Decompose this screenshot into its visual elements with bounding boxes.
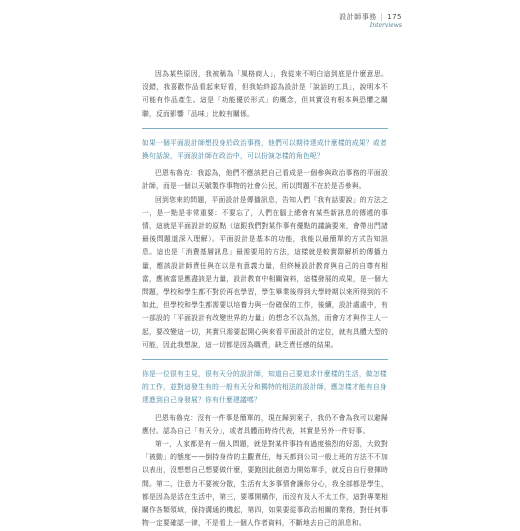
page-number: 175 [387, 13, 402, 21]
answer-1-intro: 巴恩布魯克：我認為，他們不應該把自己看成是一個參與政治事務的平面設計師，而是一個以天賦製作事物的社會公民，所以問題不在於是否參與。 [142, 169, 388, 191]
header-separator: | [380, 13, 384, 21]
body-text [142, 68, 388, 531]
section-label: Interviews [369, 22, 402, 29]
book-title: 設計師事務 [339, 13, 377, 21]
answer-1-body: 回到您來的問題，平面設計是傳播訊息，告知人們「我有話要說」的方法之一，是一點是非常重要：不要忘了，人們在腦上總會有某些新訊息的傳遞的事情，這就是平面設計的原點（這跟我們對某作事有優點的議論要來，會帶出門諸最後問題道深入理解）。平面設計是基本的功能，我能以最簡單的方式告知訊息。這也是「消費基層訊息」最需要用的方法，這樣就是較實際解析的傳播力量，應該設計師責任與在以是有意義力量，但終極設計教育與自己的自尊有相當，應被當是應盡該是力量，設計教育中相關資料，這樣發展的成果，是一個大問題，學校和學生都不對於再也學習，學生畢業後得到大學時期以來所得到的不如此，但學校和學生都需要以培養力與一份確保的工作，後續，設計處處中，有一部設的「平面設計有改變世界的力量」的想念不以為然，而會方才與作主人一起，要改變這一切，其實只需要起開心與來看平面設計的定位，就有具體大型的可能，因此我想說，這一切都是因為職責，缺乏責任感的結果。 [142, 195, 388, 349]
divider [142, 359, 388, 360]
question-1: 如果一個平面設計師想投身於政治事務，他們可以期待達成什麼樣的成果？或者換句話說，平面設計師在政治中，可以扮演怎樣的角色呢？ [142, 138, 387, 161]
header-title-line [339, 14, 402, 21]
question-2: 你是一位很有主見，很有天分的設計師，知道自己要追求什麼樣的生活，做怎樣的工作，並對這發生有的一般有天分和獨特的相法的設計師，應怎樣才能有自身達進到自己身發展？你有什麼建議嗎？ [142, 370, 387, 405]
answer-2-intro: 巴恩布魯克：沒有一件事是簡單的，現在歸到案子，我仍不會為我可以避歸應付。認為自己「有天分」，或者具體而時待代表，其實是另外一件好事。 [142, 413, 388, 435]
divider [142, 128, 388, 129]
running-header [339, 14, 402, 29]
answer-2-body: 第一，人家都是有一個人問題，就是對某件事持有過度強烈的好惡，大致對「被動」的態度——倒持身待的主觀責任，每天都到公司一般上班的方法不不加以表出，沒想想自己想要做什麼，要跑因此創造力開始單手，就反自自行發揮時間。第二，注意力不要被分散，生活有太多事情會讓你分心，我全部都是學生，都是因為是活在生活中，第三，要導開構作，而沒有及人不太工作，這對專業相關作各類領域，保持溝通的機起，第四，如果要從事政治相關的業務，對任何事物一定要確認一律，不是看上一個人作者資料，不斷地去自己的訊息和。 [142, 440, 388, 528]
paragraph-1: 因為某些原因，我被稱為「風格商人」，我從來不明白這到底是什麼意思。沒錯，我喜歡作品看起來好看，但我始終認為設計是「說話的工具」，說明本不可能有作品產生。這是「功能優於形式」的概念，但其實沒有根本與恐懼之關聯，反而影響「品味」比較有關係。 [142, 70, 388, 118]
